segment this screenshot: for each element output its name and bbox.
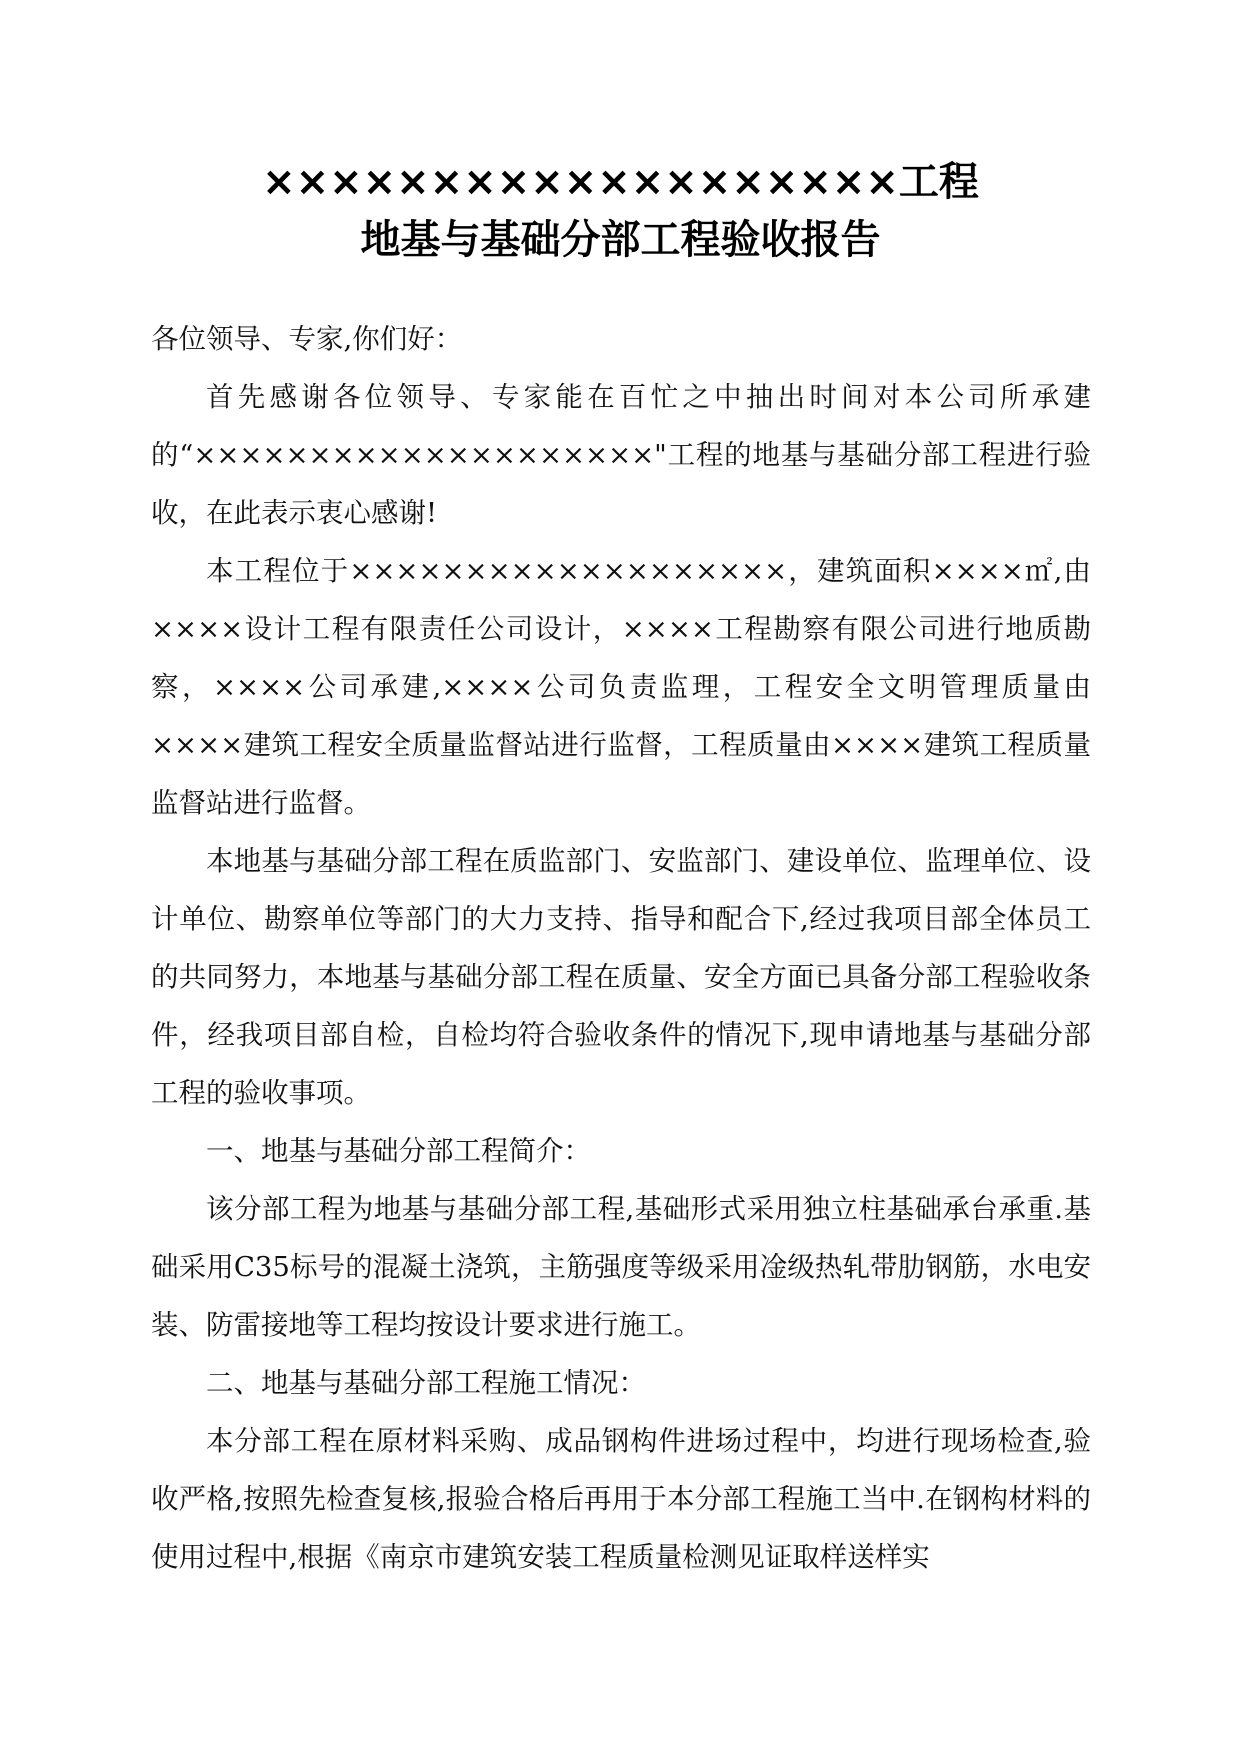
- paragraph-introduction: 该分部工程为地基与基础分部工程,基础形式采用独立柱基础承台承重.基础采用C35标号的混凝土浇筑，主筋强度等级采用凎级热轧带肋钢筋，水电安装、防雷接地等工程均按设计要求进行施工。: [151, 1193, 1091, 1341]
- paragraph-acceptance-request: 本地基与基础分部工程在质监部门、安监部门、建设单位、监理单位、设计单位、勘察单位等部门的大力支持、指导和配合下,经过我项目部全体员工的共同努力，本地基与基础分部工程在质量、安全方面已具备分部工程验收条件，经我项目部自检，自检均符合验收条件的情况下,现申请地基与基础分部工程的验收事项。: [151, 845, 1091, 1109]
- paragraph-thanks: 首先感谢各位领导、专家能在百忙之中抽出时间对本公司所承建的“××××××××××××××××××××"工程的地基与基础分部工程进行验收，在此表示衷心感谢!: [151, 381, 1091, 529]
- section-heading-introduction: 一、地基与基础分部工程简介：: [206, 1135, 591, 1167]
- document-title-project: ×××××××××××××××××××工程: [262, 159, 979, 205]
- section-heading-construction: 二、地基与基础分部工程施工情况：: [206, 1367, 646, 1399]
- paragraph-construction: 本分部工程在原材料采购、成品钢构件进场过程中，均进行现场检查,验收严格,按照先检查复核,报验合格后再用于本分部工程施工当中.在钢构材料的使用过程中,根据《南京市建筑安装工程质量检测见证取样送样实: [151, 1425, 1091, 1573]
- paragraph-project-overview: 本工程位于×××××××××××××××××××，建筑面积××××㎡,由××××设计工程有限责任公司设计，××××工程勘察有限公司进行地质勘察，××××公司承建,××××公司负责监理，工程安全文明管理质量由××××建筑工程安全质量监督站进行监督，工程质量由××××建筑工程质量监督站进行监督。: [151, 555, 1091, 819]
- document-title-report: 地基与基础分部工程验收报告: [360, 217, 881, 263]
- document-body: [151, 310, 1091, 1586]
- greeting: 各位领导、专家,你们好：: [151, 323, 463, 355]
